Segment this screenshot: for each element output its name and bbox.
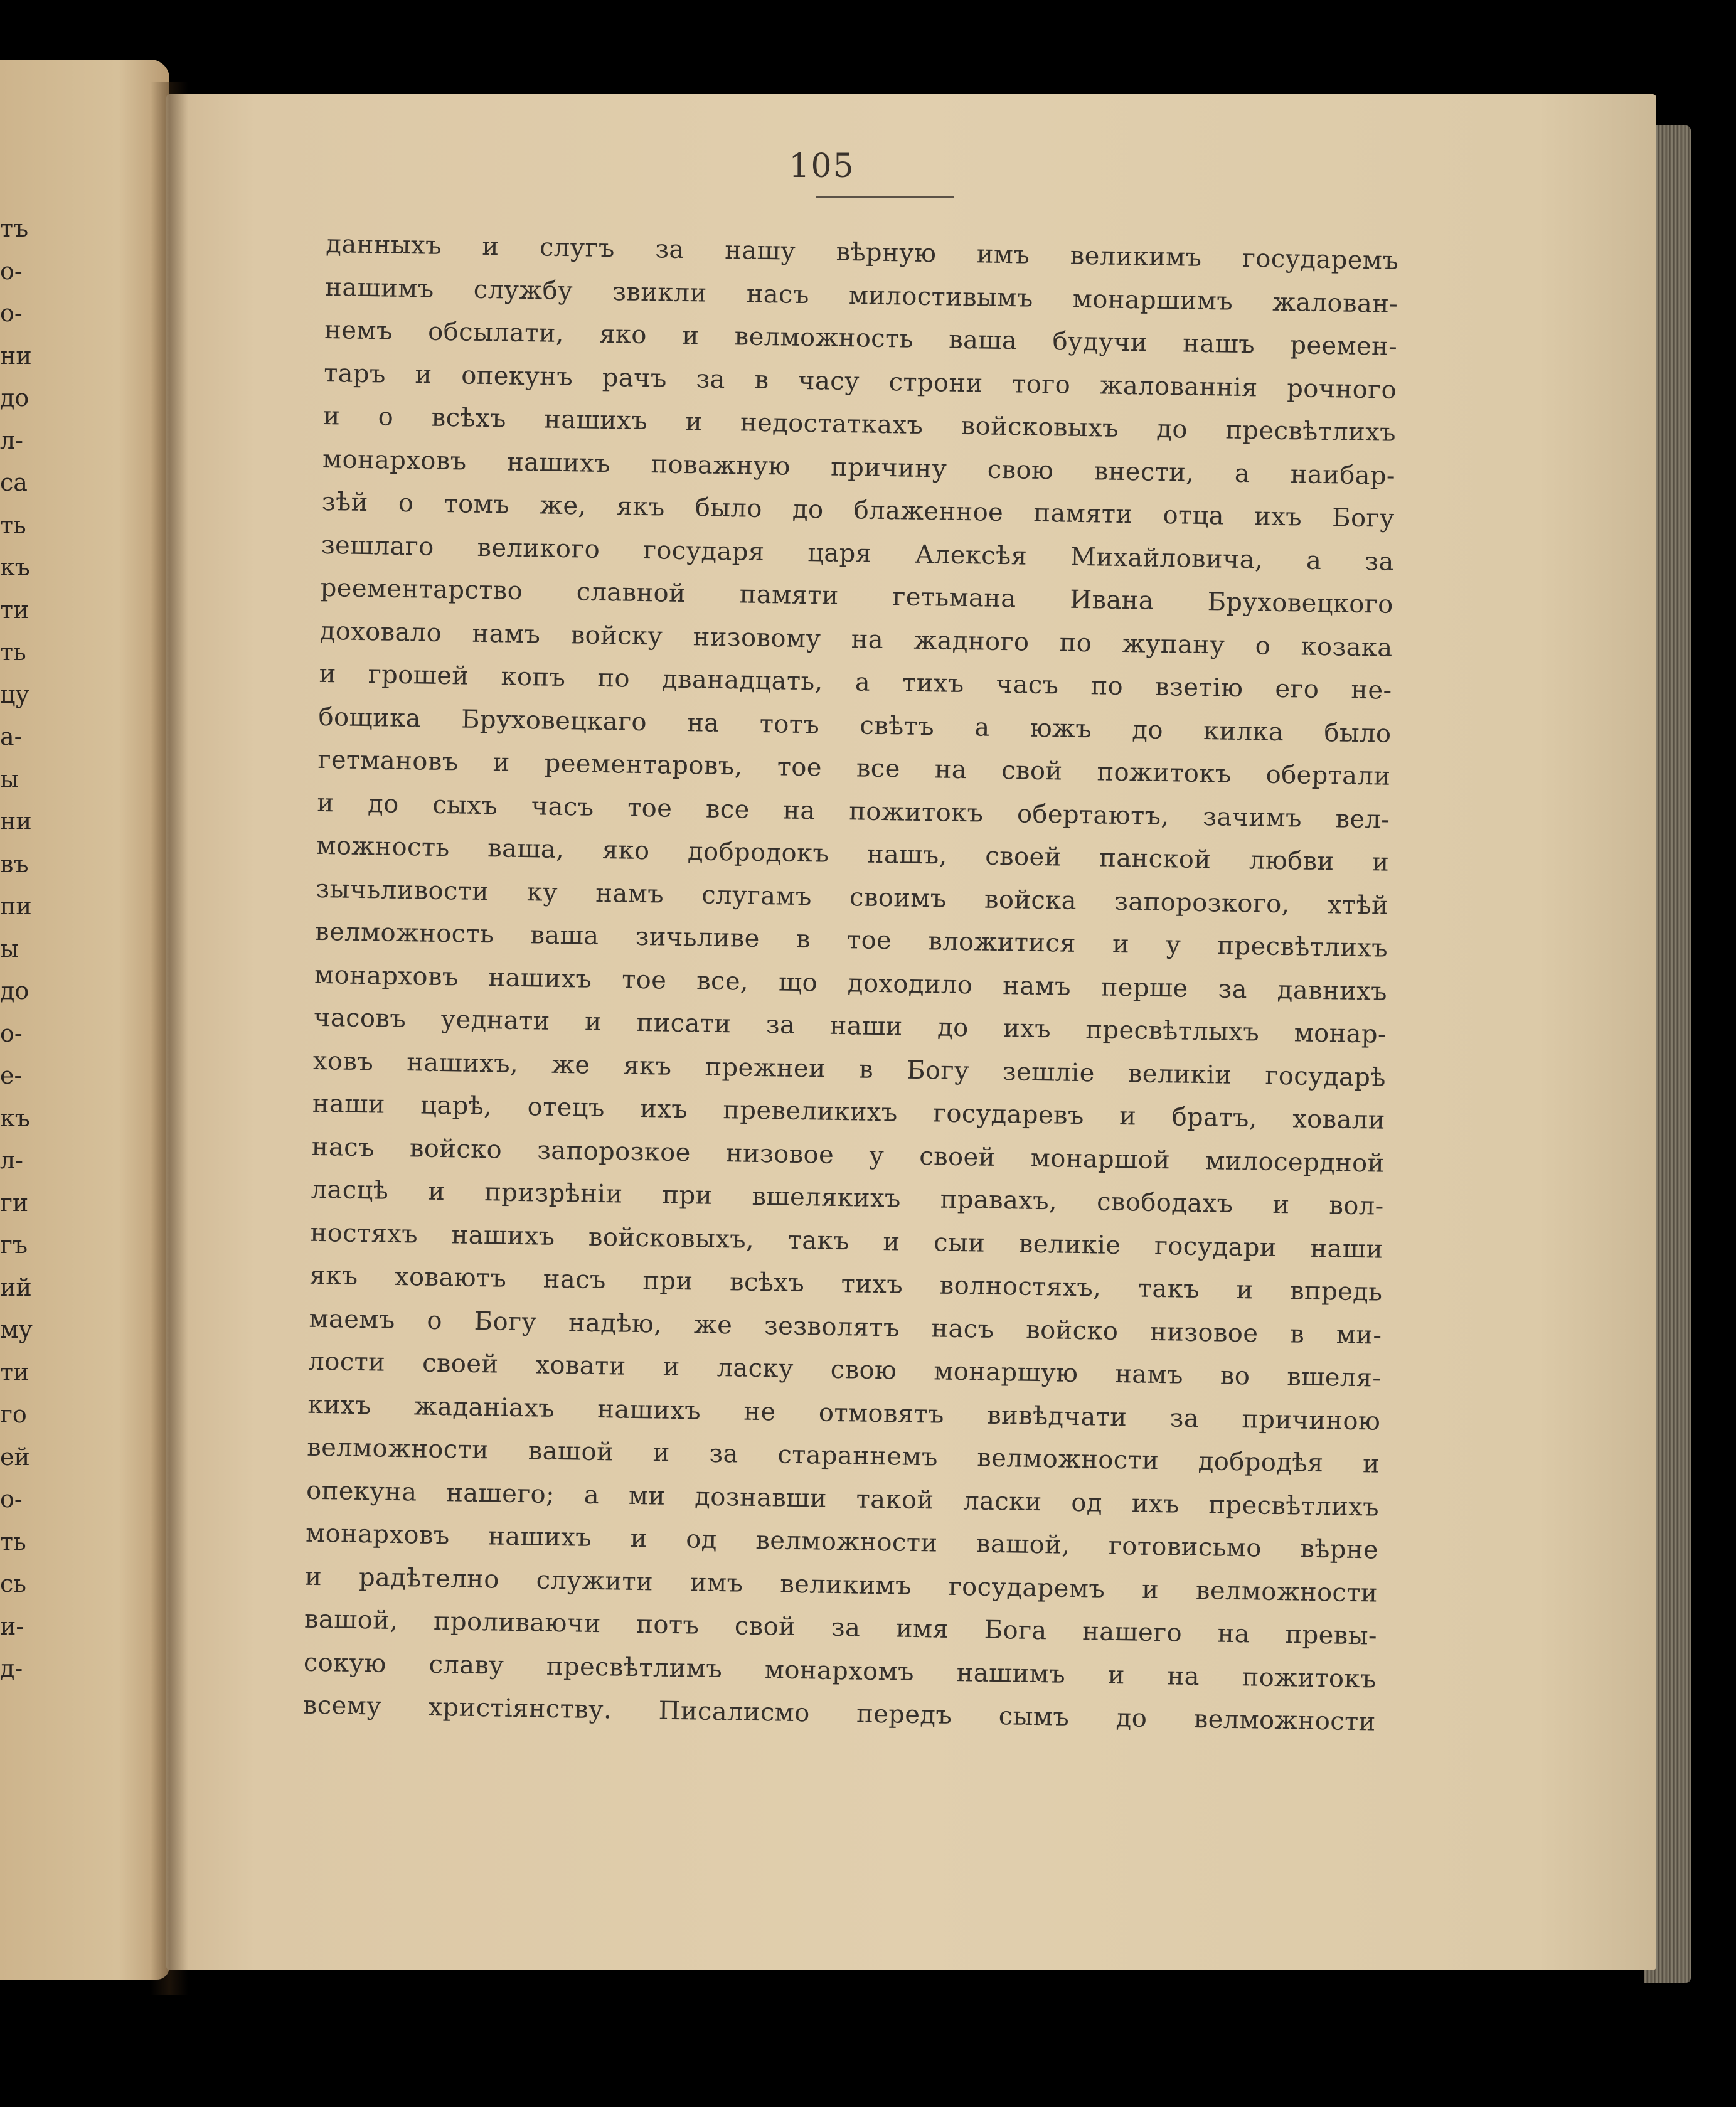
- previous-page-text-fragment: ы: [0, 934, 19, 963]
- previous-page-text-fragment: ей: [0, 1443, 30, 1471]
- previous-page-text-fragment: л-: [0, 1146, 23, 1174]
- previous-page-text-fragment: ть: [0, 1527, 26, 1555]
- previous-page-text-fragment: гъ: [0, 1231, 28, 1259]
- text-line: кихъ жаданіахъ нашихъ не отмовятъ вивѣдчати за причиною: [307, 1390, 1381, 1436]
- text-line: лости своей ховати и ласку свою монаршую намъ во вшеля-: [308, 1347, 1382, 1393]
- previous-page-text-fragment: ы: [0, 765, 19, 793]
- previous-page-text-fragment: д-: [0, 1655, 23, 1682]
- previous-page-text-fragment: въ: [0, 850, 29, 878]
- text-line: зѣй о томъ же, якъ было до блаженное памяти отца ихъ Богу: [321, 487, 1395, 533]
- previous-page-text-fragment: ги: [0, 1188, 29, 1217]
- previous-page-text-fragment: ть: [0, 638, 26, 666]
- previous-page-text-fragment: о-: [0, 257, 23, 285]
- previous-page-text-fragment: ть: [0, 511, 26, 539]
- text-line: ностяхъ нашихъ войсковыхъ, такъ и сыи великіе государи наши: [310, 1218, 1383, 1264]
- text-line: насъ войско запорозкое низовое у своей монаршой милосердной: [311, 1132, 1385, 1178]
- previous-page-text-fragment: о-: [0, 1019, 23, 1047]
- text-line: велможности вашой и за стараннемъ велможности добродѣя и: [306, 1432, 1380, 1479]
- text-line: часовъ уеднати и писати за наши до ихъ пресвѣтлыхъ монар-: [313, 1003, 1387, 1049]
- text-line: зешлаго великого государя царя Алексѣя Михайловича, а за: [321, 530, 1395, 577]
- previous-page-text-fragment: и-: [0, 1612, 24, 1640]
- text-line: и радѣтелно служити имъ великимъ государемъ и велможности: [304, 1562, 1378, 1608]
- text-line: опекуна нашего; а ми дознавши такой ласки од ихъ пресвѣтлихъ: [306, 1476, 1380, 1522]
- previous-page-text-fragment: л-: [0, 426, 23, 454]
- page-number-rule: [816, 196, 954, 198]
- text-line: доховало намъ войску низовому на жадного по жупану о козака: [319, 616, 1393, 663]
- text-line: наши царѣ, отецъ ихъ превеликихъ государевъ и братъ, ховали: [312, 1089, 1386, 1135]
- text-line: всему христіянству. Писалисмо передъ сымъ до велможности: [302, 1690, 1377, 1737]
- previous-page-text-fragment: тъ: [0, 215, 29, 242]
- text-line: якъ ховаютъ насъ при всѣхъ тихъ волностяхъ, такъ и впредь: [309, 1261, 1383, 1307]
- text-line: и о всѣхъ нашихъ и недостаткахъ войсковыхъ до пресвѣтлихъ: [322, 401, 1397, 447]
- text-line: реементарство славной памяти гетьмана Ивана Бруховецкого: [320, 573, 1394, 619]
- previous-page-text-fragment: ий: [0, 1273, 32, 1301]
- text-line: велможность ваша зичьливе в тое вложитися и у пресвѣтлихъ: [314, 917, 1388, 963]
- previous-page-text-fragment: цу: [0, 680, 29, 708]
- body-text: [302, 223, 1398, 1744]
- previous-page-text-fragment: о-: [0, 299, 23, 327]
- text-line: маемъ о Богу надѣю, же зезволятъ насъ войско низовое в ми-: [309, 1304, 1382, 1350]
- text-line: ховъ нашихъ, же якъ прежнеи в Богу зешліе великіи государѣ: [312, 1046, 1387, 1092]
- previous-page-text-fragment: къ: [0, 1104, 30, 1132]
- previous-page-text-fragment: къ: [0, 553, 30, 581]
- previous-page-text-fragment: са: [0, 469, 28, 496]
- text-line: и грошей копъ по дванадцать, а тихъ часъ по взетію его не-: [319, 659, 1392, 705]
- text-line: бощика Бруховецкаго на тотъ свѣтъ а южъ до килка было: [318, 702, 1392, 749]
- previous-page-text-fragment: а-: [0, 723, 23, 750]
- text-line: можность ваша, яко добродокъ нашъ, своей панской любви и: [316, 831, 1390, 877]
- text-line: немъ обсылати, яко и велможность ваша будучи нашъ реемен-: [324, 315, 1398, 361]
- text-line: монарховъ нашихъ поважную причину свою внести, а наибар-: [322, 444, 1396, 491]
- text-line: таръ и опекунъ рачъ за в часу строни того жалованнія рочного: [323, 358, 1397, 405]
- text-line: данныхъ и слугъ за нашу вѣрную имъ великимъ государемъ: [326, 229, 1399, 275]
- previous-page-text-fragment: о-: [0, 1485, 23, 1513]
- previous-page-text-fragment: до: [0, 384, 29, 412]
- text-line: зычьливости ку намъ слугамъ своимъ войска запорозкого, хтѣй: [315, 874, 1389, 920]
- text-line: сокую славу пресвѣтлимъ монархомъ нашимъ и на пожитокъ: [303, 1648, 1377, 1694]
- text-line: монарховъ нашихъ и од велможности вашой, готовисьмо вѣрне: [305, 1518, 1379, 1565]
- text-line: монарховъ нашихъ тое все, що доходило намъ перше за давнихъ: [314, 960, 1388, 1006]
- text-line: вашой, проливаючи потъ свой за имя Бога нашего на превы-: [304, 1604, 1378, 1651]
- previous-page-text-fragment: до: [0, 977, 29, 1005]
- previous-page-text-fragment: пи: [0, 892, 32, 920]
- book-gutter-shadow: [151, 82, 188, 1995]
- page-number: 105: [789, 147, 855, 185]
- previous-page-text-fragment: го: [0, 1400, 27, 1428]
- previous-page-text-fragment: е-: [0, 1062, 23, 1089]
- previous-page-text-fragment: ни: [0, 341, 32, 370]
- previous-page-text-fragment: ти: [0, 595, 29, 624]
- text-line: нашимъ службу звикли насъ милостивымъ монаршимъ жалован-: [325, 272, 1398, 319]
- previous-page-edge: [0, 60, 169, 1980]
- text-line: гетмановъ и реементаровъ, тое все на свой пожитокъ обертали: [317, 745, 1391, 791]
- previous-page-text-fragment: сь: [0, 1570, 26, 1598]
- text-line: ласцѣ и призрѣніи при вшелякихъ правахъ, свободахъ и вол-: [311, 1175, 1384, 1221]
- text-line: и до сыхъ часъ тое все на пожитокъ обертаютъ, зачимъ вел-: [317, 788, 1390, 835]
- previous-page-text-fragment: ни: [0, 808, 32, 835]
- previous-page-text-fragment: му: [0, 1316, 33, 1343]
- previous-page-text-fragment: ти: [0, 1358, 29, 1386]
